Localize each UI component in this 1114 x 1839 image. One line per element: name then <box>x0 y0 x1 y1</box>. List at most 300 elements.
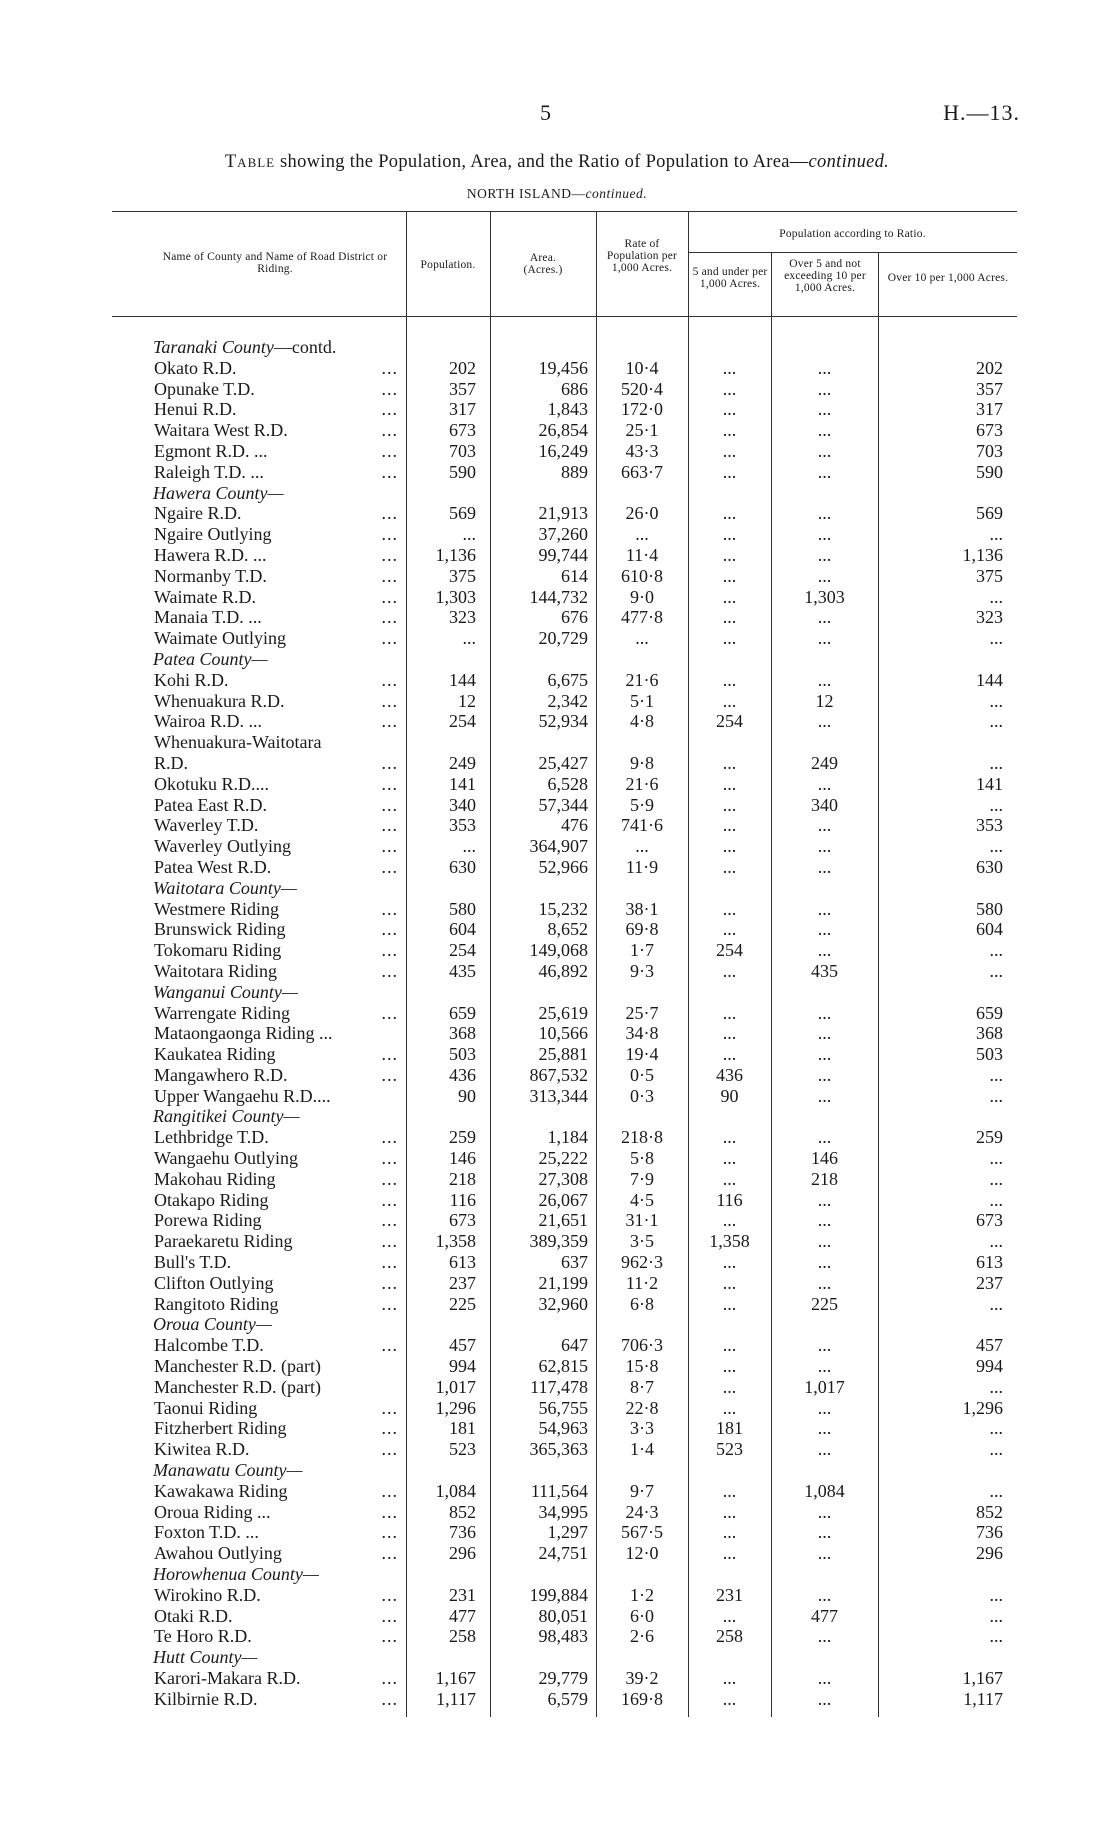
county-name: Wanganui County <box>153 981 282 1002</box>
area-cell <box>490 732 596 753</box>
area-cell: 80,051 <box>538 1605 588 1626</box>
ratio-under5-cell: ... <box>722 836 737 857</box>
district-name <box>112 711 406 732</box>
ratio-5to10-cell: ... <box>817 1418 832 1439</box>
area-cell: 1,184 <box>547 1127 588 1148</box>
district-name-text: Upper Wangaehu R.D.... <box>154 1085 331 1106</box>
table-row <box>112 441 1017 462</box>
population-cell: 457 <box>449 1335 476 1356</box>
leader-dots: ... <box>381 378 398 399</box>
district-name-text: Ngaire Outlying <box>154 524 272 545</box>
population-cell: 703 <box>449 440 476 461</box>
table-row <box>112 1377 1017 1398</box>
county-heading <box>112 982 1017 1003</box>
ratio-under5-cell: ... <box>722 1688 737 1709</box>
ratio-over10-cell: 457 <box>976 1335 1004 1356</box>
ratio-group-rule <box>688 252 1017 253</box>
leader-dots: ... <box>381 815 398 836</box>
rate-cell: 31·1 <box>625 1210 659 1231</box>
population-cell: 202 <box>449 357 476 378</box>
area-cell: 56,755 <box>538 1397 588 1418</box>
leader-dots: ... <box>381 752 398 773</box>
population-cell: 254 <box>449 711 476 732</box>
area-cell: 52,934 <box>538 711 588 732</box>
table-row <box>112 1252 1017 1273</box>
ratio-5to10-cell: 12 <box>815 690 834 711</box>
district-name <box>112 1522 406 1543</box>
area-cell: 26,854 <box>538 420 588 441</box>
rate-cell <box>596 732 688 753</box>
ratio-5to10-cell: ... <box>817 399 832 420</box>
ratio-under5-cell <box>688 732 771 753</box>
rate-cell: 610·8 <box>621 565 663 586</box>
ratio-5to10-cell: ... <box>817 940 832 961</box>
ratio-under5-cell: ... <box>722 794 737 815</box>
district-name-text: Fitzherbert Riding <box>154 1418 287 1439</box>
area-cell: 637 <box>561 1252 588 1273</box>
ratio-5to10-cell: ... <box>817 440 832 461</box>
district-name <box>112 940 406 961</box>
area-cell: 867,532 <box>529 1064 588 1085</box>
population-cell: 357 <box>449 378 476 399</box>
table-row <box>112 795 1017 816</box>
rate-cell: 26·0 <box>625 503 659 524</box>
table-row <box>112 1086 1017 1107</box>
area-cell: 889 <box>561 461 588 482</box>
area-cell: 2,342 <box>547 690 588 711</box>
table-row <box>112 1543 1017 1564</box>
leader-dots: ... <box>381 1543 398 1564</box>
ratio-5to10-cell: ... <box>817 773 832 794</box>
county-heading-row <box>112 1647 1017 1668</box>
area-cell: 21,199 <box>538 1272 588 1293</box>
district-name <box>112 857 406 878</box>
ratio-5to10-cell: 340 <box>811 794 838 815</box>
area-cell: 54,963 <box>538 1418 588 1439</box>
header-ratio-group: Population according to Ratio. <box>779 228 926 240</box>
district-name-text: Kaukatea Riding <box>154 1044 276 1065</box>
district-name-text: Manchester R.D. (part) <box>154 1356 321 1377</box>
area-cell: 27,308 <box>538 1168 588 1189</box>
ratio-over10-cell <box>878 732 1017 753</box>
district-name-text: Lethbridge T.D. <box>154 1127 269 1148</box>
district-name <box>112 1335 406 1356</box>
district-name <box>112 961 406 982</box>
population-cell: ... <box>462 836 476 857</box>
area-cell: 6,579 <box>547 1688 588 1709</box>
county-name: Taranaki County <box>153 337 274 357</box>
county-name: Manawatu County <box>153 1460 287 1481</box>
ratio-over10-cell: ... <box>989 1148 1004 1169</box>
county-suffix: —contd. <box>273 337 337 357</box>
area-cell: 25,619 <box>538 1002 588 1023</box>
district-name-text: Makohau Riding <box>154 1168 276 1189</box>
district-name <box>112 566 406 587</box>
table-row <box>112 857 1017 878</box>
area-cell: 676 <box>561 607 588 628</box>
rate-cell: 3·3 <box>630 1418 654 1439</box>
table-row <box>112 1522 1017 1543</box>
ratio-5to10-cell: ... <box>817 1335 832 1356</box>
ratio-5to10-cell: ... <box>817 1668 832 1688</box>
county-suffix: — <box>286 1460 303 1481</box>
area-cell: 6,528 <box>547 773 588 794</box>
rate-cell: ... <box>635 628 649 649</box>
ratio-over10-cell: 703 <box>976 440 1004 461</box>
district-name-text: Waimate Outlying <box>154 628 287 649</box>
population-cell: 994 <box>449 1356 476 1377</box>
population-cell: 323 <box>449 607 476 628</box>
district-name <box>112 670 406 691</box>
ratio-5to10-cell: ... <box>817 711 832 732</box>
county-heading-row <box>112 649 1017 670</box>
county-heading-row <box>112 1314 1017 1335</box>
rate-cell: 962·3 <box>621 1252 663 1273</box>
leader-dots: ... <box>381 1231 398 1252</box>
table-row <box>112 1439 1017 1460</box>
leader-dots: ... <box>381 544 398 565</box>
population-cell: 852 <box>449 1501 476 1522</box>
population-cell: 1,017 <box>435 1376 476 1397</box>
rate-cell: 8·7 <box>630 1376 654 1397</box>
district-name <box>112 1502 406 1523</box>
rate-cell: 21·6 <box>625 669 659 690</box>
ratio-5to10-cell <box>771 732 878 753</box>
leader-dots: ... <box>381 1584 398 1605</box>
district-name-text: Waitara West R.D. <box>154 420 288 441</box>
population-cell: 736 <box>449 1522 476 1543</box>
title-continued: continued. <box>808 152 890 172</box>
ratio-under5-cell: ... <box>722 1356 737 1377</box>
district-name-text: Okotuku R.D.... <box>154 773 270 794</box>
area-cell: 476 <box>561 815 588 836</box>
area-cell: 364,907 <box>529 836 588 857</box>
ratio-over10-cell: ... <box>989 836 1004 857</box>
population-cell: 141 <box>449 773 476 794</box>
header-name: Name of County and Name of Road District or Riding. <box>162 251 388 275</box>
ratio-under5-cell: 181 <box>716 1418 743 1439</box>
table-row <box>112 1065 1017 1086</box>
ratio-over10-cell: ... <box>989 1376 1004 1397</box>
district-name-text: Westmere Riding <box>154 898 280 919</box>
table-row <box>112 919 1017 940</box>
rate-cell: 3·5 <box>630 1231 654 1252</box>
rate-cell: 38·1 <box>625 898 659 919</box>
leader-dots: ... <box>381 1002 398 1023</box>
district-name <box>112 420 406 441</box>
ratio-5to10-cell: ... <box>817 1356 832 1377</box>
leader-dots: ... <box>381 960 398 981</box>
rate-cell: 12·0 <box>625 1543 659 1564</box>
population-cell: 340 <box>449 794 476 815</box>
ratio-5to10-cell: 477 <box>811 1605 838 1626</box>
ratio-5to10-cell: 1,017 <box>804 1376 845 1397</box>
county-heading-row <box>112 878 1017 899</box>
ratio-5to10-cell: ... <box>817 1002 832 1023</box>
district-name <box>112 587 406 608</box>
population-cell: 181 <box>449 1418 476 1439</box>
ratio-under5-cell: ... <box>722 1168 737 1189</box>
table-row <box>112 961 1017 982</box>
ratio-under5-cell: ... <box>722 669 737 690</box>
ratio-5to10-cell: ... <box>817 1023 832 1044</box>
rate-cell: 69·8 <box>625 919 659 940</box>
ratio-5to10-cell: ... <box>817 1272 832 1293</box>
leader-dots: ... <box>381 1293 398 1314</box>
rate-cell: 9·8 <box>630 752 654 773</box>
area-cell: 8,652 <box>547 919 588 940</box>
ratio-under5-cell: ... <box>722 378 737 399</box>
table-row <box>112 524 1017 545</box>
leader-dots: ... <box>381 586 398 607</box>
header-rate: Rate of Population per 1,000 Acres. <box>606 238 678 274</box>
area-cell: 16,249 <box>538 440 588 461</box>
table-row <box>112 566 1017 587</box>
ratio-over10-cell: ... <box>989 1480 1004 1501</box>
district-name <box>112 899 406 920</box>
table-row <box>112 1668 1017 1689</box>
area-cell: 57,344 <box>538 794 588 815</box>
ratio-over10-cell: ... <box>989 1168 1004 1189</box>
table-row <box>112 691 1017 712</box>
leader-dots: ... <box>381 773 398 794</box>
district-name <box>112 1065 406 1086</box>
header-population: Population. <box>420 259 476 271</box>
county-heading-row <box>112 337 1017 358</box>
area-cell: 52,966 <box>538 856 588 877</box>
ratio-over10-cell: 296 <box>976 1543 1004 1564</box>
district-name-text: Kawakawa Riding <box>154 1480 288 1501</box>
ratio-5to10-cell: 249 <box>811 752 838 773</box>
rate-cell: 6·8 <box>630 1293 654 1314</box>
table-row <box>112 1689 1017 1710</box>
rate-cell: 19·4 <box>625 1044 659 1065</box>
area-cell: 144,732 <box>529 586 588 607</box>
ratio-over10-cell: 202 <box>976 357 1004 378</box>
rate-cell: 11·4 <box>625 544 659 565</box>
district-name-text: Mangawhero R.D. <box>154 1064 288 1085</box>
ratio-over10-cell: ... <box>989 690 1004 711</box>
ratio-5to10-cell: ... <box>817 856 832 877</box>
district-name-text: Waimate R.D. <box>154 586 257 607</box>
county-heading <box>112 1314 1017 1335</box>
leader-dots: ... <box>381 1668 398 1688</box>
ratio-under5-cell: ... <box>722 357 737 378</box>
ratio-5to10-cell: ... <box>817 1522 832 1543</box>
district-name-text: Henui R.D. <box>154 399 237 420</box>
ratio-over10-cell: 375 <box>976 565 1004 586</box>
table-row <box>112 1398 1017 1419</box>
ratio-5to10-cell: ... <box>817 1210 832 1231</box>
ratio-5to10-cell: ... <box>817 1127 832 1148</box>
leader-dots: ... <box>381 399 398 420</box>
rate-cell: 39·2 <box>625 1668 659 1688</box>
population-cell: ... <box>462 524 476 545</box>
rate-cell: 169·8 <box>621 1688 663 1709</box>
ratio-over10-cell: 569 <box>976 503 1004 524</box>
area-cell: 25,222 <box>538 1148 588 1169</box>
population-cell: 90 <box>458 1085 476 1106</box>
district-name <box>112 1543 406 1564</box>
ratio-5to10-cell: ... <box>817 503 832 524</box>
district-name <box>112 462 406 483</box>
county-heading-row <box>112 1460 1017 1481</box>
table-row <box>112 1606 1017 1627</box>
population-cell <box>406 732 490 753</box>
district-name <box>112 1231 406 1252</box>
district-name-text: Oroua Riding ... <box>154 1501 271 1522</box>
leader-dots: ... <box>381 836 398 857</box>
ratio-over10-cell: ... <box>989 524 1004 545</box>
leader-dots: ... <box>381 1168 398 1189</box>
ratio-under5-cell: 231 <box>716 1584 743 1605</box>
leader-dots: ... <box>381 607 398 628</box>
area-cell: 46,892 <box>538 960 588 981</box>
district-name <box>112 1127 406 1148</box>
district-name <box>112 1210 406 1231</box>
leader-dots: ... <box>381 1044 398 1065</box>
area-cell: 647 <box>561 1335 588 1356</box>
rate-cell: 5·8 <box>630 1148 654 1169</box>
district-name-text: Ngaire R.D. <box>154 503 242 524</box>
ratio-under5-cell: ... <box>722 856 737 877</box>
ratio-over10-cell: 141 <box>976 773 1004 794</box>
ratio-under5-cell: ... <box>722 1148 737 1169</box>
ratio-over10-cell: 317 <box>976 399 1004 420</box>
ratio-over10-cell: 1,296 <box>962 1397 1004 1418</box>
rate-cell: 11·9 <box>625 856 659 877</box>
table-row <box>112 899 1017 920</box>
county-heading <box>112 483 1017 504</box>
ratio-5to10-cell: 146 <box>811 1148 838 1169</box>
district-name <box>112 1585 406 1606</box>
population-cell: 249 <box>449 752 476 773</box>
ratio-under5-cell: 254 <box>716 940 743 961</box>
header-bottom-rule <box>112 316 1017 317</box>
table-row <box>112 1190 1017 1211</box>
ratio-5to10-cell: ... <box>817 1584 832 1605</box>
ratio-under5-cell: ... <box>722 461 737 482</box>
population-cell: 1,303 <box>435 586 476 607</box>
county-suffix: — <box>281 981 298 1002</box>
ratio-under5-cell: ... <box>722 919 737 940</box>
leader-dots: ... <box>381 357 398 378</box>
table-row <box>112 1626 1017 1647</box>
table-row <box>112 1481 1017 1502</box>
rate-cell: 663·7 <box>621 461 663 482</box>
population-cell: 144 <box>449 669 476 690</box>
rate-cell: 1·2 <box>630 1584 654 1605</box>
district-name <box>112 503 406 524</box>
ratio-over10-cell: ... <box>989 711 1004 732</box>
district-name <box>112 1252 406 1273</box>
district-name-text: Bull's T.D. <box>154 1252 232 1273</box>
table-row <box>112 1585 1017 1606</box>
district-name <box>112 815 406 836</box>
rate-cell: 5·9 <box>630 794 654 815</box>
ratio-over10-cell: 353 <box>976 815 1004 836</box>
district-name-text: Karori-Makara R.D. <box>154 1668 301 1688</box>
leader-dots: ... <box>381 565 398 586</box>
ratio-under5-cell: ... <box>722 420 737 441</box>
population-cell: 12 <box>458 690 476 711</box>
table-row <box>112 379 1017 400</box>
rate-cell: 567·5 <box>621 1522 663 1543</box>
rate-cell: 21·6 <box>625 773 659 794</box>
ratio-under5-cell: ... <box>722 1543 737 1564</box>
area-cell: 19,456 <box>538 357 588 378</box>
ratio-under5-cell: ... <box>722 1480 737 1501</box>
leader-dots: ... <box>381 711 398 732</box>
ratio-5to10-cell: ... <box>817 1626 832 1647</box>
header-r2: Over 5 and not exceeding 10 per 1,000 Acres. <box>784 258 866 294</box>
population-cell: 659 <box>449 1002 476 1023</box>
district-name <box>112 1190 406 1211</box>
population-cell: 368 <box>449 1023 476 1044</box>
ratio-under5-cell: 90 <box>720 1085 739 1106</box>
table-row <box>112 1023 1017 1044</box>
document-code: H.—13. <box>943 100 1020 125</box>
leader-dots: ... <box>381 898 398 919</box>
rate-cell: 15·8 <box>625 1356 659 1377</box>
district-name-text: Wangaehu Outlying <box>154 1148 299 1169</box>
county-suffix: — <box>302 1564 319 1585</box>
ratio-over10-cell: ... <box>989 940 1004 961</box>
ratio-under5-cell: 436 <box>716 1064 743 1085</box>
area-cell: 614 <box>561 565 588 586</box>
rate-cell: 7·9 <box>630 1168 654 1189</box>
district-name-text: Opunake T.D. <box>154 378 255 399</box>
population-cell: 604 <box>449 919 476 940</box>
ratio-under5-cell: ... <box>722 815 737 836</box>
district-name-text: Kilbirnie R.D. <box>154 1688 258 1709</box>
population-cell: 259 <box>449 1127 476 1148</box>
table-row <box>112 1273 1017 1294</box>
district-name-text: Waitotara Riding <box>154 960 278 981</box>
ratio-under5-cell: ... <box>722 1522 737 1543</box>
area-cell: 32,960 <box>538 1293 588 1314</box>
county-heading <box>112 649 1017 670</box>
ratio-under5-cell: ... <box>722 524 737 545</box>
county-heading <box>112 337 1017 358</box>
leader-dots: ... <box>381 1252 398 1273</box>
area-cell: 6,675 <box>547 669 588 690</box>
rate-cell: 4·5 <box>630 1189 654 1210</box>
district-name-text: Whenuakura-Waitotara <box>154 732 322 753</box>
ratio-under5-cell: ... <box>722 565 737 586</box>
district-name <box>112 545 406 566</box>
ratio-under5-cell: ... <box>722 586 737 607</box>
table-row <box>112 503 1017 524</box>
rate-cell: 0·5 <box>630 1064 654 1085</box>
table-row <box>112 1210 1017 1231</box>
rate-cell: 477·8 <box>621 607 663 628</box>
table-row <box>112 1335 1017 1356</box>
ratio-5to10-cell: ... <box>817 378 832 399</box>
population-cell: 1,084 <box>435 1480 476 1501</box>
ratio-over10-cell: 580 <box>976 898 1004 919</box>
rate-cell: 6·0 <box>630 1605 654 1626</box>
county-suffix: — <box>251 648 268 669</box>
leader-dots: ... <box>381 1148 398 1169</box>
table-row <box>112 753 1017 774</box>
district-name-text: Hawera R.D. ... <box>154 544 267 565</box>
leader-dots: ... <box>381 1418 398 1439</box>
county-name: Rangitikei County <box>153 1106 284 1127</box>
table-row <box>112 1148 1017 1169</box>
ratio-5to10-cell: ... <box>817 669 832 690</box>
rate-cell: 24·3 <box>625 1501 659 1522</box>
